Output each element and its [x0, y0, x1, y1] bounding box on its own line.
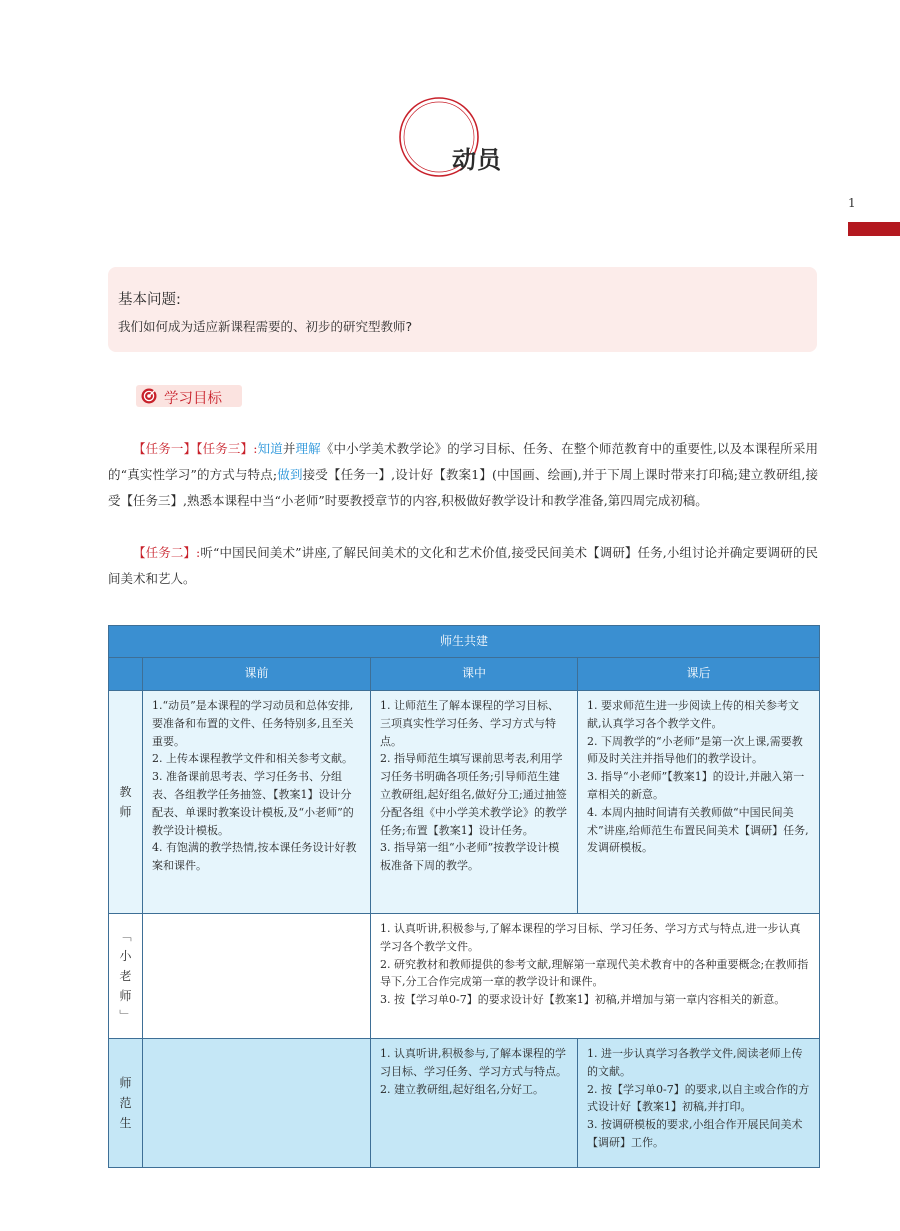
table-cell: 1. 认真听讲,积极参与,了解本课程的学习目标、学习任务、学习方式与特点。 2. 建立教研组,起好组名,分好工。 — [371, 1039, 578, 1168]
target-icon — [141, 388, 157, 404]
row-label-student-teacher: 师 范 生 — [109, 1039, 143, 1168]
table-row — [109, 914, 820, 1039]
column-header-before-class: 课前 — [143, 658, 371, 691]
conjunction: 并 — [282, 441, 296, 456]
table-cell: 1. 要求师范生进一步阅读上传的相关参考文献,认真学习各个教学文件。 2. 下周教学的“小老师”是第一次上课,需要教师及时关注并指导他们的教学设计。 3. 指导“小老师”【教案1】的设计,并融入第一章相关的新意。 4. 本周内抽时间请有关教师做“中国民间美术”讲座,给师范生布置民间美术【调研】任务,发调研模板。 — [578, 691, 820, 914]
table-cell: 1. 进一步认真学习各教学文件,阅读老师上传的文献。 2. 按【学习单0-7】的要求,以自主或合作的方式设计好【教案1】初稿,并打印。 3. 按调研模板的要求,小组合作开展民间美术【调研】工作。 — [578, 1039, 820, 1168]
table-cell-empty — [143, 1039, 371, 1168]
table-title: 师生共建 — [109, 626, 820, 658]
verb-understand: 理解 — [295, 441, 321, 456]
task-tag: 【任务二】: — [133, 545, 201, 560]
task-tag: 【任务一】【任务三】: — [133, 441, 258, 456]
page-title: 动员 — [452, 146, 502, 174]
question-text: 我们如何成为适应新课程需要的、初步的研究型教师? — [118, 319, 413, 334]
column-header-after-class: 课后 — [578, 658, 820, 691]
table-header-blank — [109, 658, 143, 691]
question-heading: 基本问题: — [118, 292, 181, 308]
objective-paragraph-1 — [108, 436, 818, 514]
verb-know: 知道 — [257, 441, 283, 456]
table-cell: 1.“动员”是本课程的学习动员和总体安排,要准备和布置的文件、任务特别多,且至关重要。 2. 上传本课程教学文件和相关参考文献。 3. 准备课前思考表、学习任务书、分组表、各组教学任务抽签、【教案1】设计分配表、单课时教案设计模板,及“小老师”的教学设计模板。 4. 有饱满的教学热情,按本课任务设计好教案和课件。 — [143, 691, 371, 914]
objective-paragraph-2 — [108, 540, 818, 592]
page-edge-tab — [848, 222, 900, 236]
verb-achieve: 做到 — [277, 467, 303, 482]
table-cell: 1. 让师范生了解本课程的学习目标、三项真实性学习任务、学习方式与特点。 2. 指导师范生填写课前思考表,利用学习任务书明确各项任务;引导师范生建立教研组,起好组名,做好分工;通过抽签分配各组《中小学美术教学论》的教学任务;布置【教案1】设计任务。 3. 指导第一组“小老师”按教学设计模板准备下周的教学。 — [371, 691, 578, 914]
paragraph-text: 听“中国民间美术”讲座,了解民间美术的文化和艺术价值,接受民间美术【调研】任务,小组讨论并确定要调研的民间美术和艺人。 — [108, 545, 818, 586]
paragraph-text: 《中小学美术教学论》的学习目标、任务、在整个师范教育中的重要性,以及本课程所采用的“真实性学习”的方式与特点; — [108, 441, 818, 482]
learning-objectives-badge — [136, 385, 242, 407]
row-label-little-teacher: ﹁ 小 老 师 ﹂ — [109, 914, 143, 1039]
paragraph-text: 接受【任务一】,设计好【教案1】(中国画、绘画),并于下周上课时带来打印稿;建立教研组,接受【任务三】,熟悉本课程中当“小老师”时要教授章节的内容,积极做好教学设计和教学准备,第四周完成初稿。 — [108, 467, 818, 508]
page-number: 1 — [848, 196, 856, 210]
table-row — [109, 1039, 820, 1168]
basic-question-box — [108, 267, 817, 352]
learning-objectives-label: 学习目标 — [164, 391, 222, 407]
table-row — [109, 691, 820, 914]
co-construction-table — [108, 625, 820, 1168]
table-cell: 1. 认真听讲,积极参与,了解本课程的学习目标、学习任务、学习方式与特点,进一步认真学习各个教学文件。 2. 研究教材和教师提供的参考文献,理解第一章现代美术教育中的各种重要概念;在教师指导下,分工合作完成第一章的教学设计和课件。 3. 按【学习单0-7】的要求设计好【教案1】初稿,并增加与第一章内容相关的新意。 — [371, 914, 820, 1039]
column-header-in-class: 课中 — [371, 658, 578, 691]
table-cell-empty — [143, 914, 371, 1039]
row-label-teacher: 教 师 — [109, 691, 143, 914]
